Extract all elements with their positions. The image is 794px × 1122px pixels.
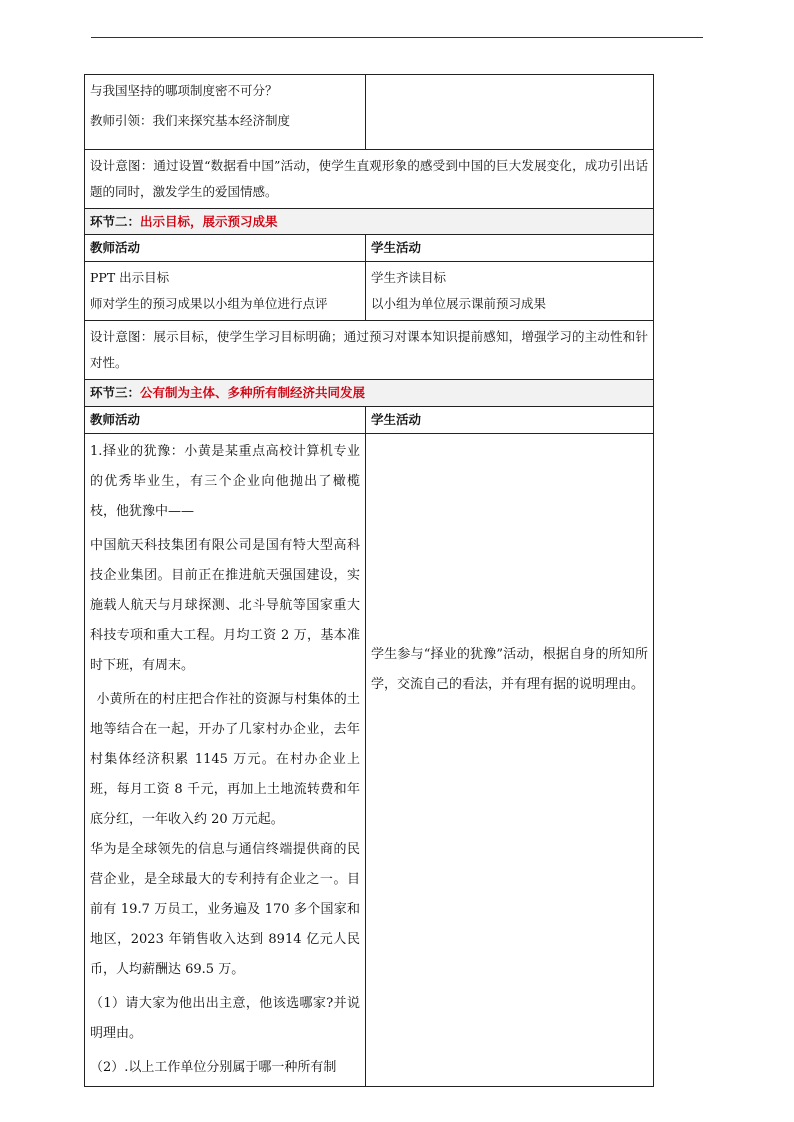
column-header-teacher: 教师活动 [85, 235, 366, 262]
student-activity-line: 以小组为单位展示课前预习成果 [371, 296, 547, 311]
teacher-guide-text: 教师引领：我们来探究基本经济制度 [90, 113, 291, 128]
column-header-student: 学生活动 [366, 235, 654, 262]
student-cell [366, 434, 654, 1087]
scenario-state-owned: 中国航天科技集团有限公司是国有特大型高科技企业集团。目前正在推进航天强国建设，实施载人航天与月球探测、北斗导航等国家重大科技专项和重大工程。月均工资 2 万，基本准时下班，有周末。 [90, 538, 360, 673]
scenario-private: 华为是全球领先的信息与通信终端提供商的民营企业，是全球最大的专利持有企业之一。目前有 19.7 万员工，业务遍及 170 多个国家和地区，2023 年销售收入达到 8914 亿元人民币，人均薪酬达 69.5 万。 [90, 842, 360, 977]
question-text: 与我国坚持的哪项制度密不可分？ [90, 83, 278, 98]
student-cell [366, 262, 654, 321]
column-header-teacher: 教师活动 [85, 407, 366, 434]
teacher-activity-line: 师对学生的预习成果以小组为单位进行点评 [90, 296, 328, 311]
teacher-cell [85, 434, 366, 1087]
section-heading [85, 380, 654, 407]
teacher-activity-line: PPT 出示目标 [90, 270, 170, 285]
table-row [85, 262, 654, 321]
table-row [85, 150, 654, 209]
header-row [85, 235, 654, 262]
question-1: （1）请大家为他出出主意，他该选哪家?并说明理由。 [90, 996, 360, 1041]
section-prefix: 环节二： [90, 213, 141, 229]
column-header-student: 学生活动 [366, 407, 654, 434]
section-row [85, 380, 654, 407]
student-cell [366, 75, 654, 150]
section-title: 出示目标，展示预习成果 [140, 213, 278, 229]
header-rule [91, 37, 703, 38]
section-title: 公有制为主体、多种所有制经济共同发展 [140, 385, 366, 400]
scenario-intro: 1.择业的犹豫：小黄是某重点高校计算机专业的优秀毕业生，有三个企业向他抛出了橄榄枝，他犹豫中—— [90, 444, 360, 519]
section-prefix: 环节三： [90, 385, 141, 400]
student-activity-text: 学生参与“择业的犹豫”活动，根据自身的所知所学，交流自己的看法，并有理有据的说明理由。 [371, 647, 648, 692]
student-activity-line: 学生齐读目标 [371, 270, 447, 285]
teacher-cell [85, 262, 366, 321]
scenario-collective: 小黄所在的村庄把合作社的资源与村集体的土地等结合在一起，开办了几家村办企业，去年村集体经济积累 1145 万元。在村办企业上班，每月工资 8 千元，再加上土地流转费和年底分红，一年收入约 20 万元起。 [90, 692, 360, 827]
teacher-cell [85, 75, 366, 150]
lesson-plan-table [84, 74, 654, 1087]
table-row [85, 434, 654, 1087]
question-2: （2）.以上工作单位分别属于哪一种所有制 [90, 1060, 337, 1075]
table-row [85, 75, 654, 150]
design-intent: 设计意图：通过设置“数据看中国”活动，使学生直观形象的感受到中国的巨大发展变化，成功引出话题的同时，激发学生的爱国情感。 [85, 150, 654, 209]
section-heading [85, 209, 654, 235]
design-intent: 设计意图：展示目标，使学生学习目标明确；通过预习对课本知识提前感知，增强学习的主动性和针对性。 [85, 321, 654, 380]
section-row [85, 209, 654, 235]
table-row [85, 321, 654, 380]
header-row [85, 407, 654, 434]
